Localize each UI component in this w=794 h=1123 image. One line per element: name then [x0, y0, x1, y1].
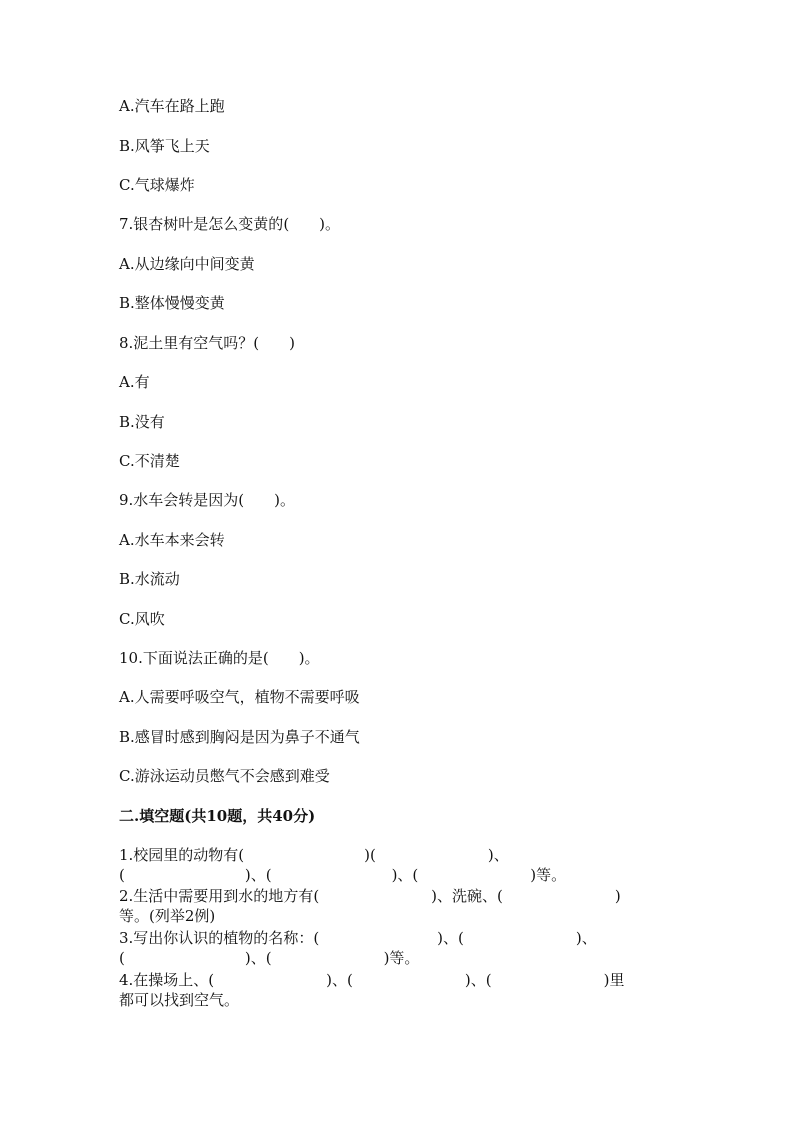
fill4-text-5: 都可以找到空气。 — [119, 991, 240, 1009]
fill-question-2 — [119, 886, 679, 926]
fill4-text-3: )、( — [464, 971, 492, 989]
fill2-text-1: 2.生活中需要用到水的地方有( — [119, 887, 320, 905]
fill-question-3 — [119, 928, 679, 968]
q8-option-b: B.没有 — [119, 413, 165, 431]
q10-stem: 10.下面说法正确的是( )。 — [119, 649, 320, 667]
fill3-text-5: )、( — [244, 949, 272, 967]
fill4-text-2: )、( — [326, 971, 353, 989]
fill1-text-4: ( — [119, 866, 125, 884]
q8-stem: 8.泥土里有空气吗？( ) — [119, 334, 296, 352]
fill2-text-3: ) — [614, 887, 621, 905]
q7-option-b: B.整体慢慢变黄 — [119, 294, 225, 312]
q6-option-b: B.风筝飞上天 — [119, 137, 210, 155]
fill1-text-5: )、( — [244, 866, 272, 884]
fill1-text-1: 1.校园里的动物有( — [119, 846, 245, 864]
fill3-text-2: )、( — [437, 929, 464, 947]
fill1-text-2: )( — [364, 846, 376, 864]
fill-question-4 — [119, 970, 679, 1010]
q9-option-a: A.水车本来会转 — [119, 531, 225, 549]
q10-option-c: C.游泳运动员憋气不会感到难受 — [119, 767, 330, 785]
q9-stem: 9.水车会转是因为( )。 — [119, 491, 296, 509]
q6-option-c: C.气球爆炸 — [119, 176, 195, 194]
q9-option-c: C.风吹 — [119, 610, 165, 628]
fill3-text-1: 3.写出你认识的植物的名称：( — [119, 929, 320, 947]
fill3-text-4: ( — [119, 949, 125, 967]
fill-question-1 — [119, 845, 679, 885]
fill3-text-6: )等。 — [383, 949, 420, 967]
fill1-text-6: )、( — [391, 866, 419, 884]
fill1-text-3: )、 — [487, 846, 509, 864]
q10-option-b: B.感冒时感到胸闷是因为鼻子不通气 — [119, 728, 360, 746]
q10-option-a: A.人需要呼吸空气，植物不需要呼吸 — [119, 688, 360, 706]
fill4-text-1: 4.在操场上、( — [119, 971, 215, 989]
fill3-text-3: )、 — [575, 929, 597, 947]
section-heading: 二.填空题(共10题，共40分) — [119, 807, 316, 825]
q8-option-a: A.有 — [119, 373, 150, 391]
q6-option-a: A.汽车在路上跑 — [119, 97, 225, 115]
q8-option-c: C.不清楚 — [119, 452, 180, 470]
fill4-text-4: )里 — [603, 971, 625, 989]
fill1-text-7: )等。 — [530, 866, 567, 884]
q9-option-b: B.水流动 — [119, 570, 180, 588]
q7-option-a: A.从边缘向中间变黄 — [119, 255, 255, 273]
q7-stem: 7.银杏树叶是怎么变黄的( )。 — [119, 215, 341, 233]
fill2-text-4: 等。(列举2例) — [119, 907, 216, 925]
fill2-text-2: )、洗碗、( — [431, 887, 503, 905]
